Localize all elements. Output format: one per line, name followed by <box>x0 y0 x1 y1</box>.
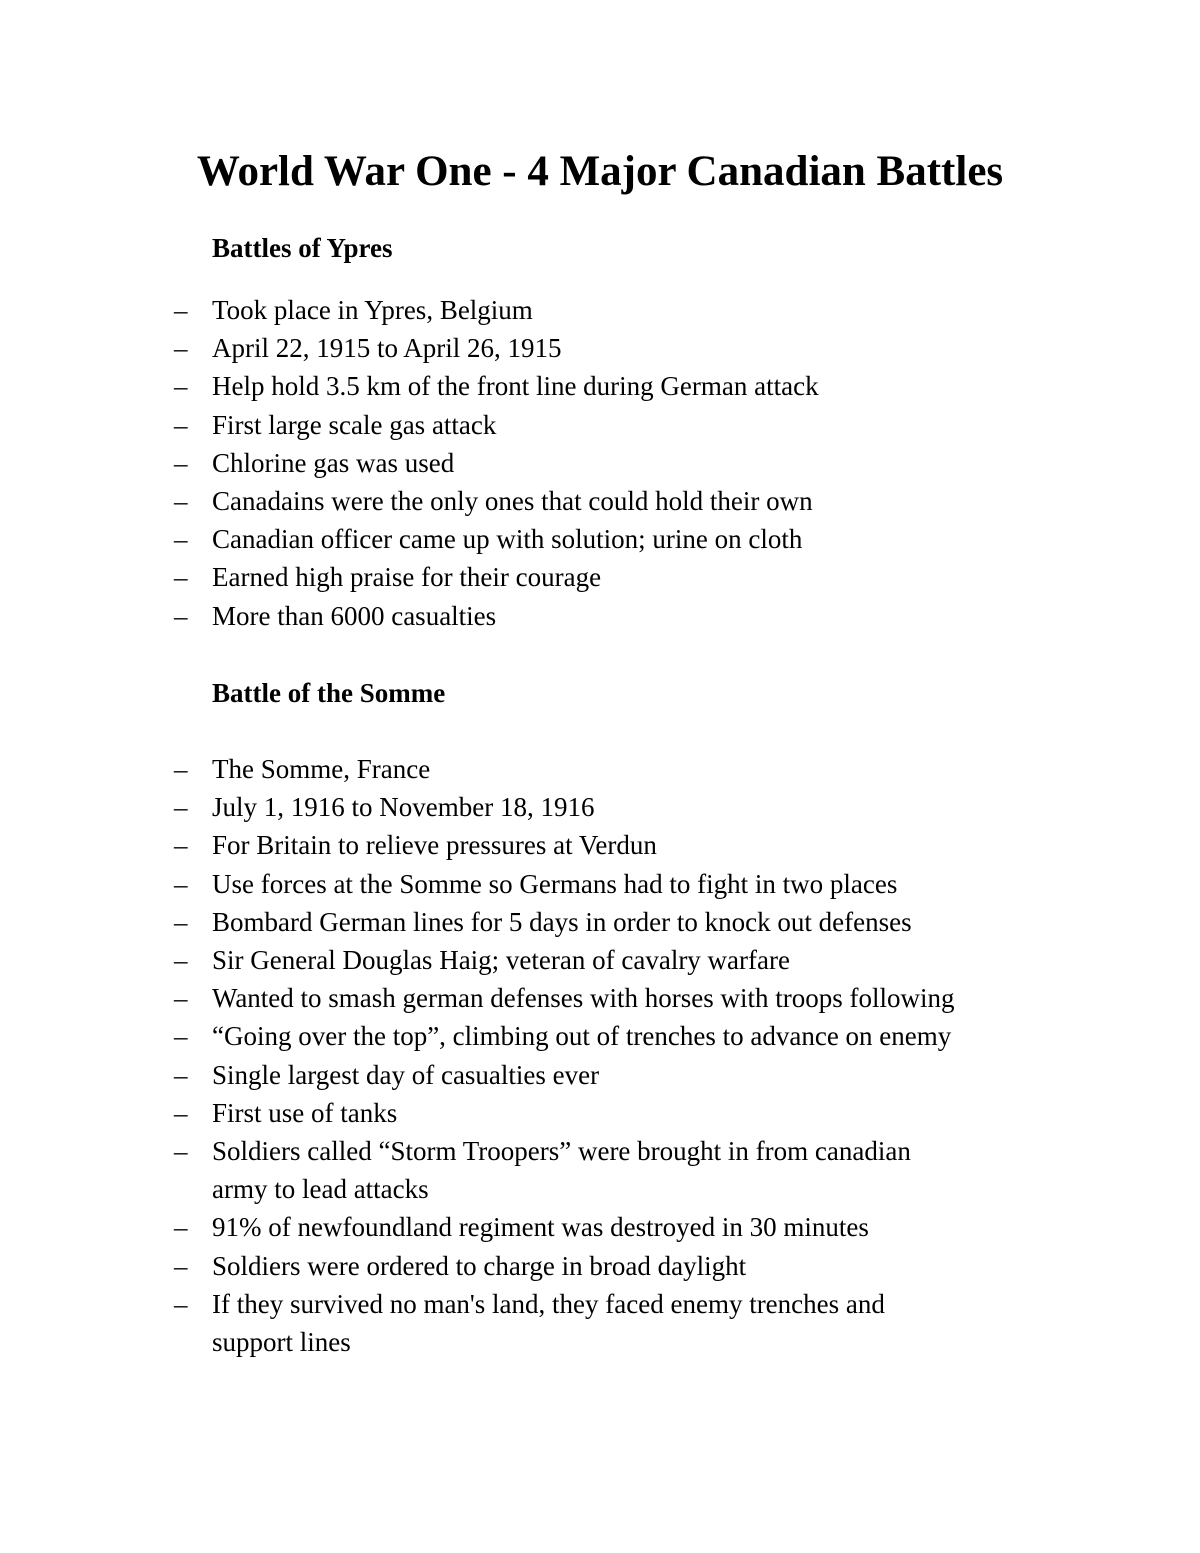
list-item-text: Single largest day of casualties ever <box>212 1059 600 1090</box>
list-item <box>0 903 1200 941</box>
list-item <box>0 329 1200 367</box>
bullet-dash-icon: – <box>174 906 188 937</box>
list-item-text: July 1, 1916 to November 18, 1916 <box>212 792 595 823</box>
list-item-text: Earned high praise for their courage <box>212 562 602 593</box>
list-item-text: “Going over the top”, climbing out of trenches to advance on enemy <box>212 1021 952 1052</box>
list-item-text: Bombard German lines for 5 days in order to knock out defenses <box>212 906 912 937</box>
list-item <box>0 941 1200 979</box>
list-item-text: Chlorine gas was used <box>212 447 455 478</box>
bullet-dash-icon: – <box>174 1288 188 1319</box>
bullet-dash-icon: – <box>174 868 188 899</box>
bullet-dash-icon: – <box>174 1136 188 1167</box>
ypres-bullet-list <box>0 291 1200 635</box>
list-item-text: Help hold 3.5 km of the front line during German attack <box>212 371 819 402</box>
section-heading-ypres: Battles of Ypres <box>212 233 393 263</box>
list-item-text: Sir General Douglas Haig; veteran of cavalry warfare <box>212 945 790 976</box>
page-title: World War One - 4 Major Canadian Battles <box>196 148 1004 195</box>
list-item-text: More than 6000 casualties <box>212 600 497 631</box>
list-item <box>0 558 1200 596</box>
list-item <box>0 788 1200 826</box>
list-item <box>0 1056 1200 1094</box>
list-item-text: April 22, 1915 to April 26, 1915 <box>212 333 562 364</box>
list-item-text: First use of tanks <box>212 1097 398 1128</box>
list-item <box>0 1017 1200 1055</box>
bullet-dash-icon: – <box>174 562 188 593</box>
list-item-text: Wanted to smash german defenses with horses with troops following <box>212 983 955 1014</box>
bullet-dash-icon: – <box>174 1059 188 1090</box>
bullet-dash-icon: – <box>174 447 188 478</box>
list-item-text: 91% of newfoundland regiment was destroyed in 30 minutes <box>212 1212 869 1243</box>
list-item-text: Use forces at the Somme so Germans had to fight in two places <box>212 868 898 899</box>
somme-bullet-list <box>0 750 1200 1361</box>
list-item <box>0 1208 1200 1246</box>
bullet-dash-icon: – <box>174 600 188 631</box>
bullet-dash-icon: – <box>174 830 188 861</box>
list-item <box>0 826 1200 864</box>
bullet-dash-icon: – <box>174 1021 188 1052</box>
bullet-dash-icon: – <box>174 295 188 325</box>
list-item <box>0 406 1200 444</box>
list-item-text: Soldiers called “Storm Troopers” were brought in from canadian army to lead attacks <box>212 1136 911 1205</box>
list-item <box>0 367 1200 405</box>
bullet-dash-icon: – <box>174 754 188 784</box>
list-item <box>0 597 1200 635</box>
bullet-dash-icon: – <box>174 524 188 555</box>
bullet-dash-icon: – <box>174 1250 188 1281</box>
list-item <box>0 865 1200 903</box>
bullet-dash-icon: – <box>174 333 188 364</box>
list-item <box>0 750 1200 788</box>
bullet-dash-icon: – <box>174 792 188 823</box>
bullet-dash-icon: – <box>174 486 188 517</box>
list-item-text: The Somme, France <box>212 754 431 784</box>
list-item-text: First large scale gas attack <box>212 409 497 440</box>
list-item <box>0 979 1200 1017</box>
bullet-dash-icon: – <box>174 1212 188 1243</box>
list-item <box>0 1094 1200 1132</box>
list-item <box>0 291 1200 329</box>
list-item <box>0 482 1200 520</box>
bullet-dash-icon: – <box>174 1097 188 1128</box>
list-item <box>0 520 1200 558</box>
list-item-text: If they survived no man's land, they faced enemy trenches and support lines <box>212 1288 885 1358</box>
bullet-dash-icon: – <box>174 409 188 440</box>
bullet-dash-icon: – <box>174 983 188 1014</box>
section-heading-somme: Battle of the Somme <box>212 678 446 708</box>
list-item-text: For Britain to relieve pressures at Verdun <box>212 830 657 861</box>
list-item <box>0 1247 1200 1285</box>
list-item <box>0 1285 1200 1361</box>
list-item <box>0 1132 1200 1208</box>
list-item-text: Took place in Ypres, Belgium <box>212 295 533 325</box>
bullet-dash-icon: – <box>174 945 188 976</box>
list-item <box>0 444 1200 482</box>
list-item-text: Canadains were the only ones that could hold their own <box>212 486 813 517</box>
list-item-text: Canadian officer came up with solution; urine on cloth <box>212 524 803 555</box>
bullet-dash-icon: – <box>174 371 188 402</box>
list-item-text: Soldiers were ordered to charge in broad daylight <box>212 1250 747 1281</box>
